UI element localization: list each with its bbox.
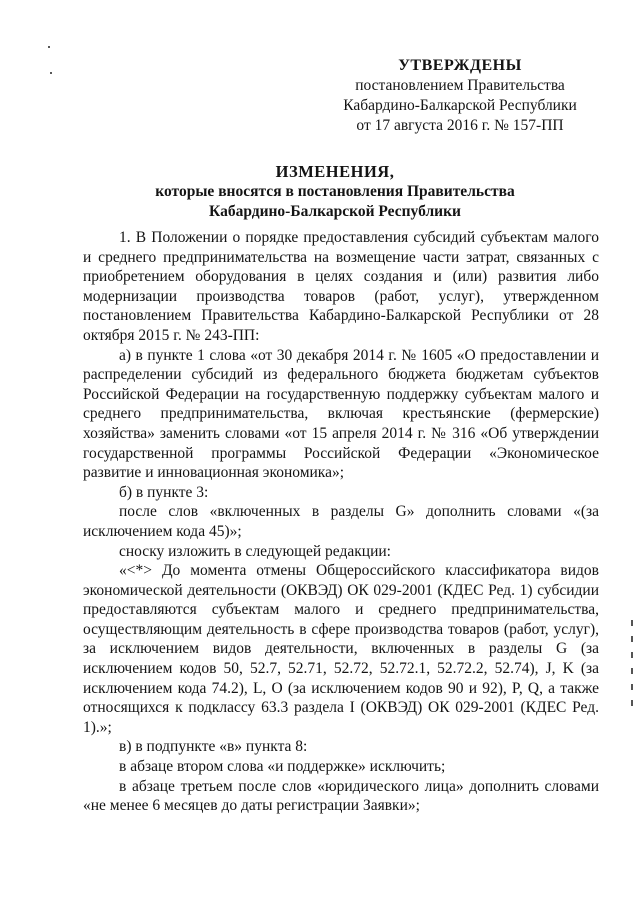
paragraph: в абзаце третьем после слов «юридического лица» дополнить словами «не менее 6 месяцев до даты регистрации Заявки»; [83, 777, 599, 815]
title-subtitle: которые вносятся в постановления Правительства [155, 183, 515, 200]
paragraph: сноску изложить в следующей редакции: [119, 542, 391, 560]
document-title [70, 162, 600, 222]
paragraph: в) в подпункте «в» пункта 8: [119, 738, 308, 756]
paragraph: после слов «включенных в разделы G» дополнить словами «(за исключением кода 45)»; [83, 503, 599, 540]
paragraph: «<*> До момента отмены Общероссийского классификатора видов экономической деятельности (ОКВЭД) ОК 029-2001 (КДЕС Ред. 1) субсидии предоставляются субъектам малого и среднего предпринимательства, осуществляющим деятельность в сфере производства товаров (работ, услуг), за исключением видов деятельности, включенных в разделы G (за исключением кодов 50, 52.7, 52.71, 52.72, 52.72.1, 52.72.2, 52.74), J, K (за исключением кода 74.2), L, O (за исключением кодов 90 и 92), P, Q, а также относящихся к подклассу 63.3 раздела I (ОКВЭД) ОК 029-2001 (КДЕС Ред. 1).»; [83, 562, 599, 736]
approval-heading: УТВЕРЖДЕНЫ [398, 57, 522, 74]
title-subtitle: Кабардино-Балкарской Республики [209, 203, 461, 220]
scan-edge-marks [628, 620, 636, 740]
approval-line: постановлением Правительства [355, 77, 565, 94]
paragraph: б) в пункте 3: [119, 483, 209, 501]
document-body [83, 228, 599, 816]
approval-block [330, 56, 590, 136]
scan-speck [48, 46, 50, 48]
paragraph: а) в пункте 1 слова «от 30 декабря 2014 г. № 1605 «О предоставлении и распределении субсидий из федерального бюджета бюджетам субъектов Российской Федерации на государственную поддержку субъектам малого и среднего предпринимательства, включая крестьянские (фермерские) хозяйства» заменить словами «от 15 апреля 2014 г. № 316 «Об утверждении государственной программы Российской Федерации «Экономическое развитие и инновационная экономика»; [83, 346, 599, 482]
approval-line: от 17 августа 2016 г. № 157-ПП [356, 117, 564, 134]
approval-line: Кабардино-Балкарской Республики [343, 97, 577, 114]
paragraph: в абзаце втором слова «и поддержке» исключить; [119, 758, 446, 776]
paragraph: 1. В Положении о порядке предоставления субсидий субъектам малого и среднего предпринимательства на возмещение части затрат, связанных с приобретением оборудования в целях создания и (или) развития либо модернизации производства товаров (работ, услуг), утвержденном постановлением Правительства Кабардино-Балкарской Республики от 28 октября 2015 г. № 243-ПП: [83, 229, 599, 344]
scan-speck [50, 72, 52, 74]
title-main: ИЗМЕНЕНИЯ, [275, 162, 395, 181]
